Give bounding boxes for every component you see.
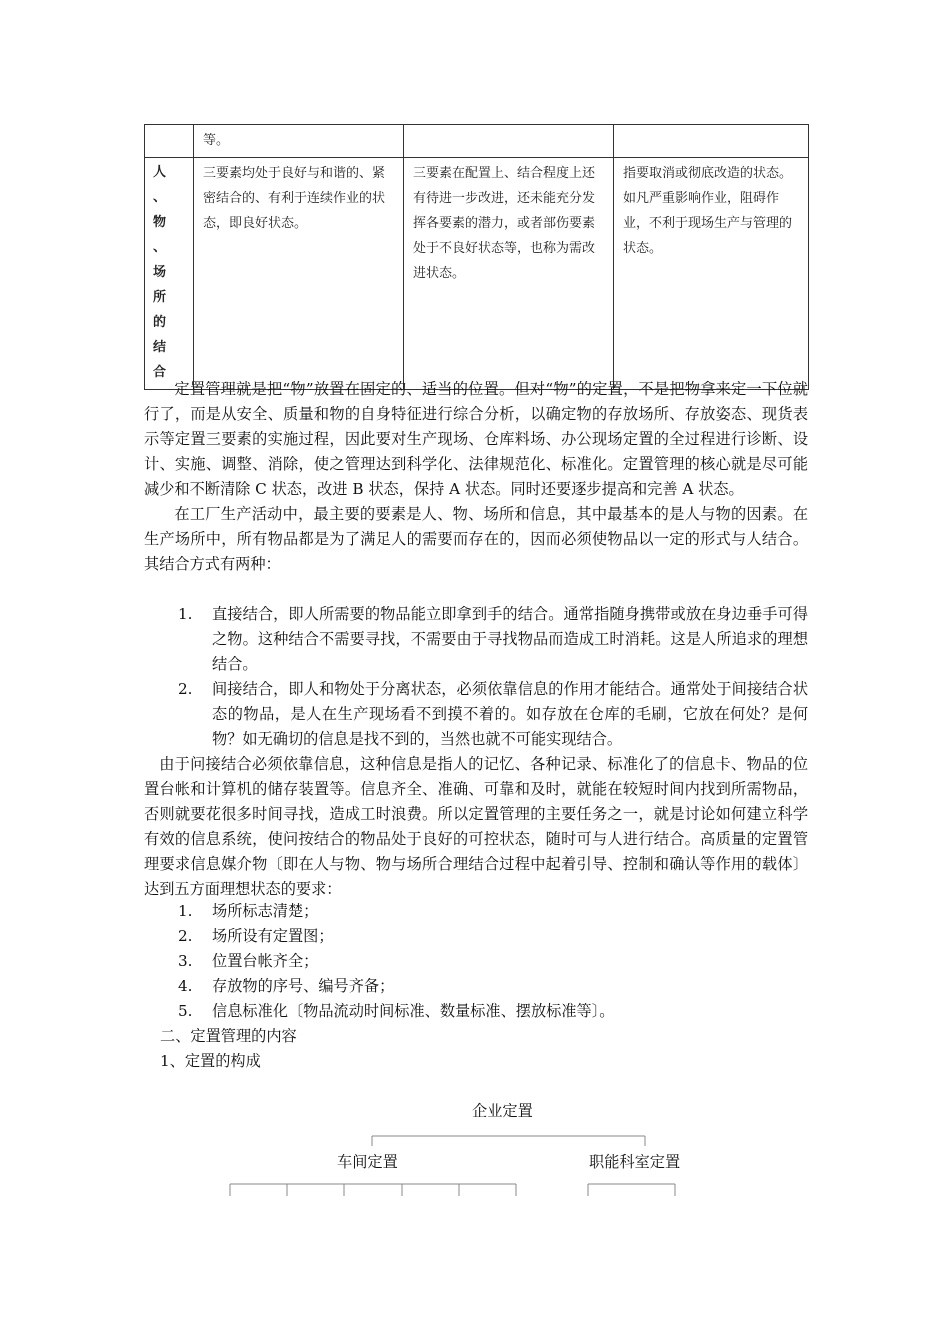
label-char: 物 <box>153 215 167 230</box>
body-section-1 <box>144 377 808 577</box>
list-text: 信息标准化〔物品流动时间标准、数量标准、摆放标准等〕。 <box>212 1002 615 1020</box>
table-cell <box>145 125 194 158</box>
label-char: 场 <box>153 265 167 280</box>
org-node-workshop: 车间定置 <box>337 1153 398 1171</box>
list-number: 2. <box>178 680 193 698</box>
table-cell <box>614 125 809 158</box>
list-text: 场所标志清楚； <box>212 902 319 920</box>
list-number: 1. <box>178 902 193 920</box>
state-b-cell: 三要素在配置上、结合程度上还有待进一步改进，还未能充分发挥各要素的潜力，或者部伤要素处于不良好状态等，也称为需改进状态。 <box>404 158 614 390</box>
table-row <box>145 158 809 390</box>
list-text: 间接结合，即人和物处于分离状态，必须依靠信息的作用才能结合。通常处于间接结合状态的物品，是人在生产现场看不到摸不着的。如存放在仓库的毛刷，它放在何处？是何物？如无确切的信息是找不到的，当然也就不可能实现结合。 <box>212 680 808 748</box>
requirements-list <box>144 899 808 1024</box>
state-c-cell: 指要取消或彻底改造的状态。如凡严重影响作业，阻碍作业，不利于现场生产与管理的状态。 <box>614 158 809 390</box>
list-number: 3. <box>178 952 193 970</box>
label-char: 合 <box>153 365 167 380</box>
list-item <box>144 602 808 677</box>
paragraph: 定置管理就是把“物”放置在固定的、适当的位置。但对“物”的定置，不是把物拿来定一下位就行了，而是从安全、质量和物的自身特征进行综合分析，以确定物的存放场所、存放姿态、现货表示等定置三要素的实施过程，因此要对生产现场、仓库料场、办公现场定置的全过程进行诊断、设计、实施、调整、消除，使之管理达到科学化、法律规范化、标准化。定置管理的核心就是尽可能减少和不断清除 C 状态，改进 B 状态，保持 A 状态。同时还要逐步提高和完善 A 状态。 <box>144 380 808 498</box>
table-cell: 等。 <box>194 125 404 158</box>
list-number: 4. <box>178 977 193 995</box>
state-a-cell: 三要素均处于良好与和谐的、紧密结合的、有利于连续作业的状态，即良好状态。 <box>194 158 404 390</box>
label-char: 结 <box>153 340 167 355</box>
list-item <box>144 677 808 752</box>
table-row <box>145 125 809 158</box>
list-item <box>144 974 808 999</box>
org-node-enterprise: 企业定置 <box>472 1102 533 1120</box>
list-number: 2. <box>178 927 193 945</box>
row-label-people-objects-places <box>145 158 194 390</box>
list-item <box>144 999 808 1024</box>
paragraph: 由于问接结合必须依靠信息，这种信息是指人的记忆、各种记录、标准化了的信息卡、物品的位置台帐和计算机的储存装置等。信息齐全、准确、可靠和及时，就能在较短时间内找到所需物品，否则就要花很多时间寻找，造成工时浪费。所以定置管理的主要任务之一，就是讨论如何建立科学有效的信息系统，使问按结合的物品处于良好的可控状态，随时可与人进行结合。高质量的定置管理要求信息媒介物〔即在人与物、物与场所合理结合过程中起着引导、控制和确认等作用的载体〕达到五方面理想状态的要求： <box>144 755 808 898</box>
org-node-department: 职能科室定置 <box>589 1153 681 1171</box>
list-item <box>144 899 808 924</box>
label-char: 、 <box>153 240 167 255</box>
label-char: 人 <box>153 165 167 180</box>
body-section-2 <box>144 752 808 902</box>
list-text: 位置台帐齐全； <box>212 952 319 970</box>
label-char: 的 <box>153 315 167 330</box>
paragraph: 在工厂生产活动中，最主要的要素是人、物、场所和信息，其中最基本的是人与物的因素。在生产场所中，所有物品都是为了满足人的需要而存在的，因而必须使物品以一定的形式与人结合。其结合方式有两种： <box>144 505 808 573</box>
label-char: 所 <box>153 290 167 305</box>
list-item <box>144 949 808 974</box>
list-item <box>144 924 808 949</box>
combination-list <box>144 602 808 752</box>
list-text: 场所设有定置图； <box>212 927 334 945</box>
state-table <box>144 124 809 390</box>
list-number: 5. <box>178 1002 193 1020</box>
list-text: 存放物的序号、编号齐备； <box>212 977 395 995</box>
label-char: 、 <box>153 190 167 205</box>
list-number: 1. <box>178 605 193 623</box>
list-text: 直接结合，即人所需要的物品能立即拿到手的结合。通常指随身携带或放在身边垂手可得之物。这种结合不需要寻找，不需要由于寻找物品而造成工时消耗。这是人所追求的理想结合。 <box>212 605 808 673</box>
section-heading: 二、定置管理的内容 <box>160 1027 297 1045</box>
subsection-heading: 1、定置的构成 <box>160 1052 261 1070</box>
table-cell <box>404 125 614 158</box>
